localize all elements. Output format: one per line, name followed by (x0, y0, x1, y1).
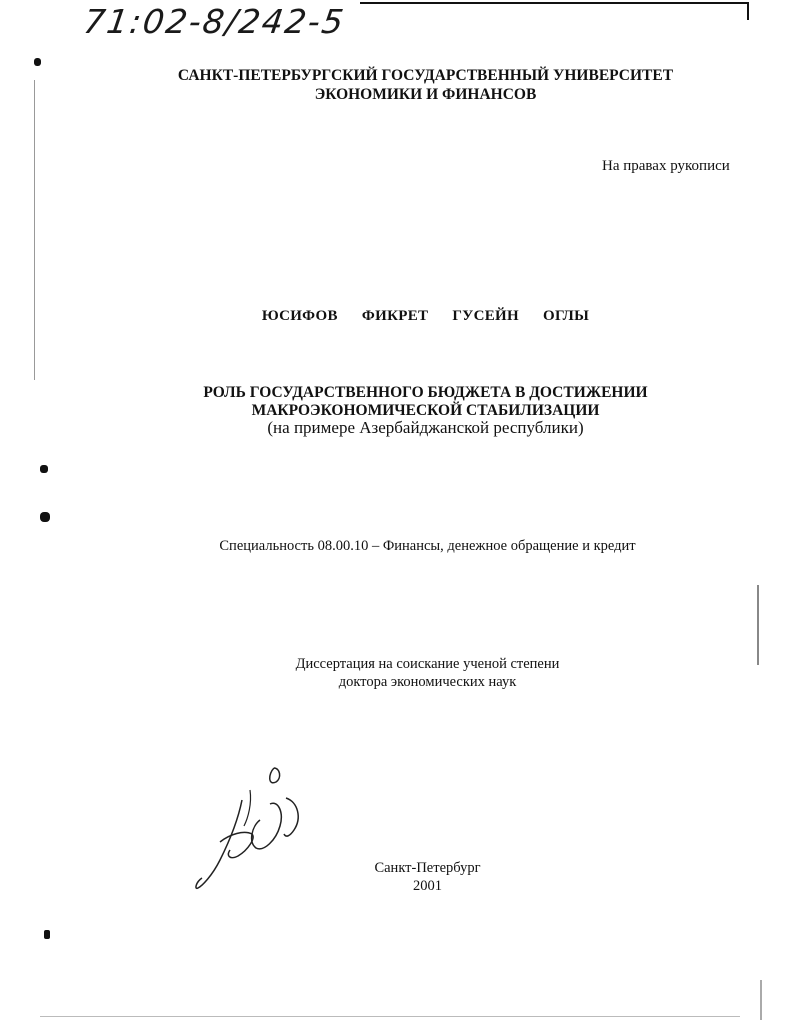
scan-mark-4 (44, 930, 50, 939)
scan-mark-1 (34, 58, 41, 66)
author-name: ЮСИФОВ ФИКРЕТ ГУСЕЙН ОГЛЫ (261, 308, 590, 324)
scan-mark-3 (40, 512, 50, 522)
title-line2: МАКРОЭКОНОМИЧЕСКОЙ СТАБИЛИЗАЦИИ (251, 402, 600, 419)
scan-right-edge-noise-2 (760, 980, 762, 1020)
archive-code: 71:02-8/242-5 (81, 2, 348, 41)
dissertation-line1: Диссертация на соискание ученой степени (295, 656, 560, 672)
scan-mark-2 (40, 465, 48, 473)
place: Санкт-Петербург (374, 860, 481, 876)
university-name-line2: ЭКОНОМИКИ И ФИНАНСОВ (314, 86, 537, 103)
year: 2001 (413, 878, 442, 894)
university-name-line1: САНКТ-ПЕТЕРБУРГСКИЙ ГОСУДАРСТВЕННЫЙ УНИВЕРСИТЕТ (177, 67, 674, 84)
scan-left-edge (34, 80, 35, 380)
scan-top-border (360, 2, 748, 4)
manuscript-note: На правах рукописи (602, 158, 730, 174)
title-subtitle: (на примере Азербайджанской республики) (267, 418, 584, 437)
dissertation-line2: доктора экономических наук (338, 674, 517, 690)
specialty-line: Специальность 08.00.10 – Финансы, денежное обращение и кредит (219, 538, 636, 554)
scan-right-border (747, 2, 749, 20)
scan-bottom-line (40, 1016, 740, 1017)
scan-right-edge-noise (757, 585, 759, 665)
title-line1: РОЛЬ ГОСУДАРСТВЕННОГО БЮДЖЕТА В ДОСТИЖЕНИИ (203, 384, 648, 401)
